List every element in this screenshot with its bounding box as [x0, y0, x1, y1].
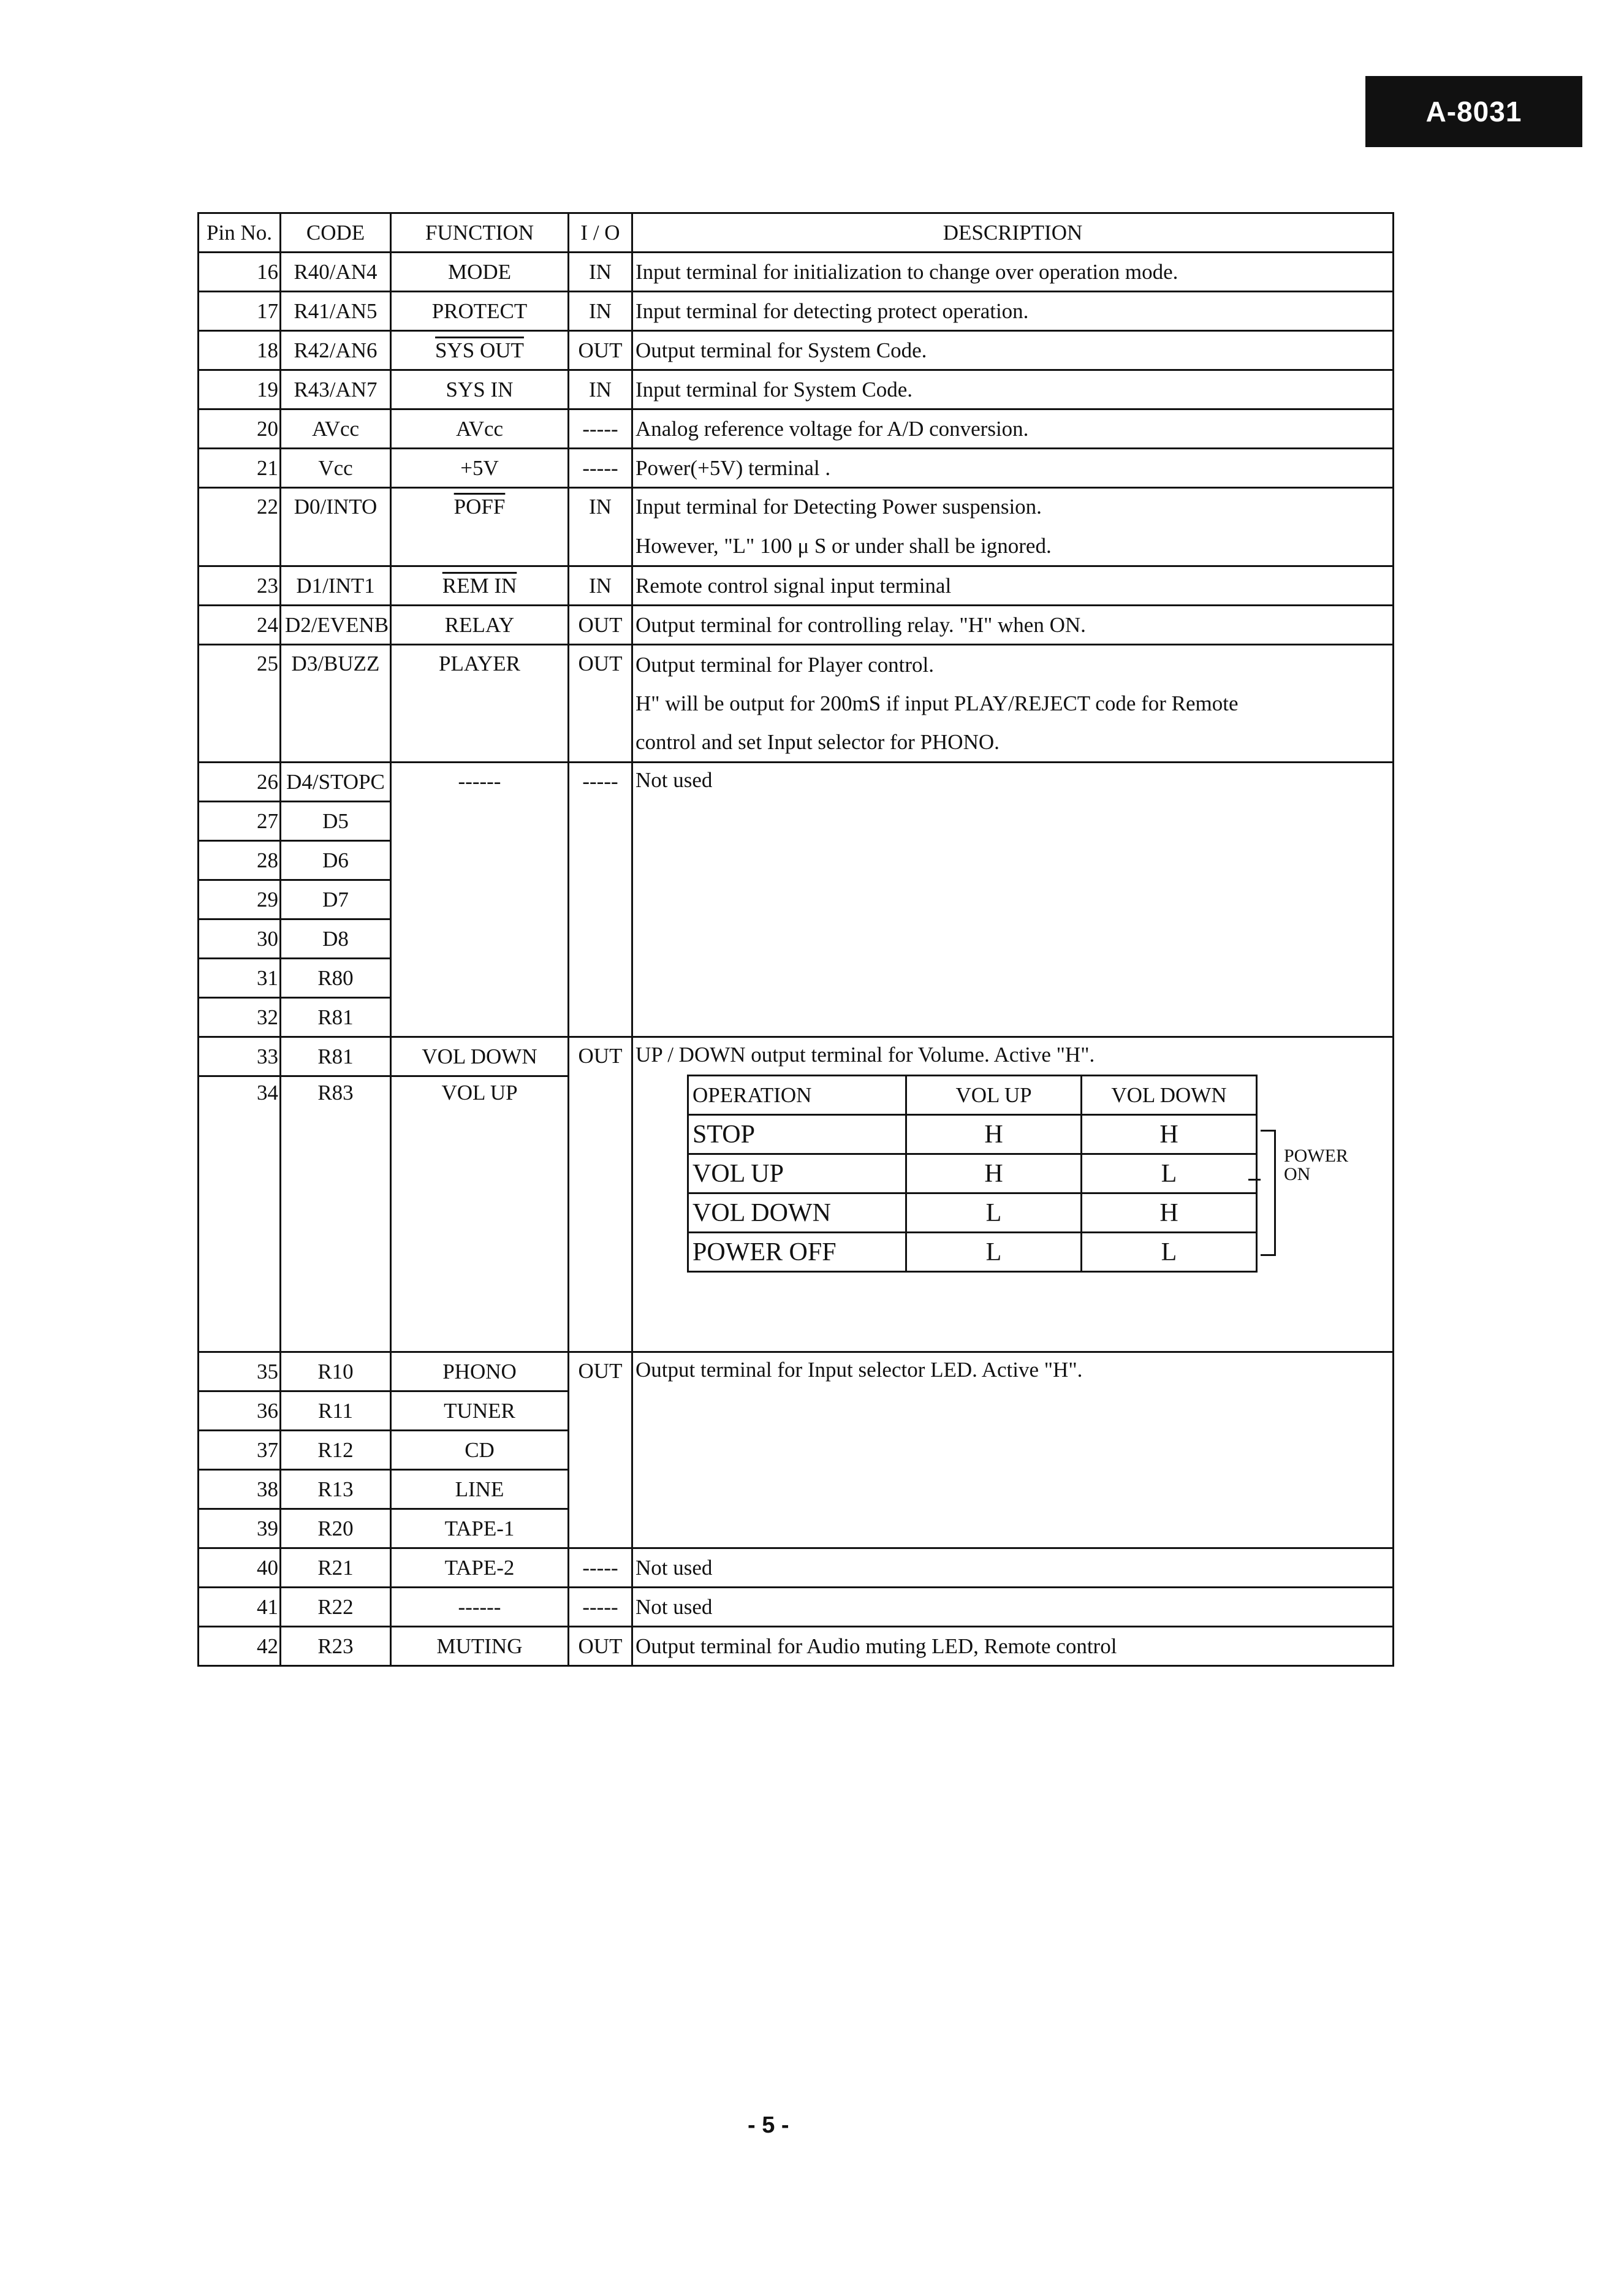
pin-description: Analog reference voltage for A/D conversion.	[632, 409, 1394, 449]
pin-function: CD	[391, 1431, 569, 1470]
description-line: UP / DOWN output terminal for Volume. Active "H".	[636, 1043, 1095, 1067]
pin-function: ------	[391, 1588, 569, 1627]
pin-code: R12	[281, 1431, 391, 1470]
pin-number: 42	[199, 1627, 281, 1666]
pin-function	[391, 566, 569, 606]
pin-description: Output terminal for controlling relay. "H" when ON.	[632, 606, 1394, 645]
pin-number: 16	[199, 253, 281, 292]
description-line: control and set Input selector for PHONO.	[636, 730, 1000, 754]
pin-number: 37	[199, 1431, 281, 1470]
table-row	[199, 1627, 1394, 1666]
pin-function: +5V	[391, 449, 569, 488]
pin-code: R41/AN5	[281, 292, 391, 331]
pin-function: ------	[391, 763, 569, 1037]
table-row	[199, 1037, 1394, 1076]
pin-io: OUT	[569, 645, 632, 763]
pin-io: IN	[569, 370, 632, 409]
pin-number: 27	[199, 802, 281, 841]
pin-number: 23	[199, 566, 281, 606]
pin-function: AVcc	[391, 409, 569, 449]
pin-number: 20	[199, 409, 281, 449]
pin-code: Vcc	[281, 449, 391, 488]
pin-io: -----	[569, 449, 632, 488]
power-on-note-line: POWER	[1284, 1146, 1348, 1166]
table-row	[199, 763, 1394, 802]
pin-code: D7	[281, 880, 391, 919]
header-function: FUNCTION	[391, 213, 569, 253]
operation-header: VOL DOWN	[1082, 1076, 1257, 1115]
pin-description	[632, 1037, 1394, 1352]
pin-number: 41	[199, 1588, 281, 1627]
table-row	[199, 370, 1394, 409]
description-line: Output terminal for Player control.	[636, 653, 934, 677]
pin-code: D2/EVENB	[281, 606, 391, 645]
table-row	[199, 449, 1394, 488]
pin-function: RELAY	[391, 606, 569, 645]
pin-number: 28	[199, 841, 281, 880]
pin-description: Not used	[632, 1548, 1394, 1588]
page-number: - 5 -	[748, 2112, 789, 2138]
pin-number: 22	[199, 488, 281, 566]
pin-io: -----	[569, 1588, 632, 1627]
volume-operation-table	[687, 1075, 1258, 1273]
pin-code: R13	[281, 1470, 391, 1509]
table-row	[199, 488, 1394, 566]
power-on-note	[1284, 1147, 1348, 1184]
operation-cell: H	[906, 1115, 1082, 1154]
pin-number: 35	[199, 1352, 281, 1391]
pin-code: R22	[281, 1588, 391, 1627]
volume-operation-block	[636, 1075, 1389, 1273]
pin-function: VOL DOWN	[391, 1037, 569, 1076]
table-row	[199, 1588, 1394, 1627]
power-on-bracket-tick	[1248, 1179, 1261, 1181]
pin-function: PROTECT	[391, 292, 569, 331]
table-row	[199, 409, 1394, 449]
operation-cell: L	[1082, 1154, 1257, 1193]
pin-description	[632, 645, 1394, 763]
pin-description: Output terminal for Audio muting LED, Remote control	[632, 1627, 1394, 1666]
model-badge: A-8031	[1365, 76, 1582, 147]
power-on-note-line: ON	[1284, 1164, 1311, 1184]
pin-function-table	[197, 212, 1394, 1667]
pin-code: R81	[281, 998, 391, 1037]
pin-number: 17	[199, 292, 281, 331]
pin-code: AVcc	[281, 409, 391, 449]
operation-cell: L	[906, 1233, 1082, 1272]
pin-code: R10	[281, 1352, 391, 1391]
pin-code: D8	[281, 919, 391, 959]
pin-code: R42/AN6	[281, 331, 391, 370]
pin-code: R83	[281, 1076, 391, 1352]
pin-io: -----	[569, 1548, 632, 1588]
pin-number: 34	[199, 1076, 281, 1352]
pin-number: 18	[199, 331, 281, 370]
operation-cell: L	[1082, 1233, 1257, 1272]
pin-function	[391, 488, 569, 566]
operation-cell: VOL DOWN	[688, 1193, 906, 1233]
header-io: I / O	[569, 213, 632, 253]
table-row	[199, 1352, 1394, 1391]
pin-function: LINE	[391, 1470, 569, 1509]
pin-function: PHONO	[391, 1352, 569, 1391]
pin-code: R23	[281, 1627, 391, 1666]
power-on-bracket	[1261, 1130, 1276, 1256]
pin-io: -----	[569, 409, 632, 449]
operation-row	[688, 1233, 1257, 1272]
pin-number: 25	[199, 645, 281, 763]
pin-io: IN	[569, 253, 632, 292]
pin-code: D4/STOPC	[281, 763, 391, 802]
pin-number: 38	[199, 1470, 281, 1509]
pin-code: D5	[281, 802, 391, 841]
pin-code: D3/BUZZ	[281, 645, 391, 763]
pin-number: 36	[199, 1391, 281, 1431]
pin-description: Output terminal for Input selector LED. Active "H".	[632, 1352, 1394, 1548]
pin-number: 33	[199, 1037, 281, 1076]
pin-description: Input terminal for detecting protect operation.	[632, 292, 1394, 331]
pin-function: SYS IN	[391, 370, 569, 409]
operation-cell: H	[1082, 1193, 1257, 1233]
pin-description	[632, 488, 1394, 566]
pin-code: R20	[281, 1509, 391, 1548]
pin-function: VOL UP	[391, 1076, 569, 1352]
pin-number: 32	[199, 998, 281, 1037]
description-line: H" will be output for 200mS if input PLAY/REJECT code for Remote	[636, 691, 1239, 715]
pin-number: 21	[199, 449, 281, 488]
operation-cell: VOL UP	[688, 1154, 906, 1193]
pin-function-label: POFF	[453, 495, 506, 519]
table-header-row	[199, 213, 1394, 253]
description-line: However, "L" 100 μ S or under shall be ignored.	[636, 534, 1052, 558]
pin-description: Input terminal for initialization to change over operation mode.	[632, 253, 1394, 292]
operation-header: OPERATION	[688, 1076, 906, 1115]
table-row	[199, 292, 1394, 331]
pin-number: 40	[199, 1548, 281, 1588]
pin-number: 19	[199, 370, 281, 409]
pin-number: 24	[199, 606, 281, 645]
pin-number: 26	[199, 763, 281, 802]
table-row	[199, 1548, 1394, 1588]
pin-number: 31	[199, 959, 281, 998]
operation-cell: H	[1082, 1115, 1257, 1154]
operation-header-row	[688, 1076, 1257, 1115]
pin-code: R11	[281, 1391, 391, 1431]
pin-code: D1/INT1	[281, 566, 391, 606]
pin-description: Power(+5V) terminal .	[632, 449, 1394, 488]
pin-function	[391, 331, 569, 370]
pin-number: 30	[199, 919, 281, 959]
pin-function-label: SYS OUT	[435, 338, 524, 362]
operation-row	[688, 1115, 1257, 1154]
header-description: DESCRIPTION	[632, 213, 1394, 253]
operation-header: VOL UP	[906, 1076, 1082, 1115]
pin-code: D6	[281, 841, 391, 880]
pin-io: -----	[569, 763, 632, 1037]
pin-io: IN	[569, 292, 632, 331]
pin-io: IN	[569, 566, 632, 606]
pin-io: OUT	[569, 606, 632, 645]
pin-function: MUTING	[391, 1627, 569, 1666]
pin-code: R80	[281, 959, 391, 998]
operation-cell: POWER OFF	[688, 1233, 906, 1272]
pin-function: PLAYER	[391, 645, 569, 763]
pin-function-label: REM IN	[442, 573, 517, 598]
pin-description: Not used	[632, 763, 1394, 1037]
pin-function: MODE	[391, 253, 569, 292]
pin-io: OUT	[569, 1037, 632, 1352]
pin-code: R21	[281, 1548, 391, 1588]
pin-io: OUT	[569, 1627, 632, 1666]
pin-io: OUT	[569, 1352, 632, 1548]
pin-io: OUT	[569, 331, 632, 370]
pin-function: TAPE-2	[391, 1548, 569, 1588]
table-row	[199, 606, 1394, 645]
table-row	[199, 253, 1394, 292]
operation-row	[688, 1154, 1257, 1193]
pin-code: R43/AN7	[281, 370, 391, 409]
header-pin-no: Pin No.	[199, 213, 281, 253]
operation-row	[688, 1193, 1257, 1233]
pin-description: Input terminal for System Code.	[632, 370, 1394, 409]
header-code: CODE	[281, 213, 391, 253]
table-row	[199, 566, 1394, 606]
operation-cell: L	[906, 1193, 1082, 1233]
pin-description: Remote control signal input terminal	[632, 566, 1394, 606]
pin-function: TAPE-1	[391, 1509, 569, 1548]
pin-code: R40/AN4	[281, 253, 391, 292]
pin-number: 29	[199, 880, 281, 919]
pin-io: IN	[569, 488, 632, 566]
pin-function: TUNER	[391, 1391, 569, 1431]
pin-code: R81	[281, 1037, 391, 1076]
pin-number: 39	[199, 1509, 281, 1548]
pin-code: D0/INTO	[281, 488, 391, 566]
operation-cell: STOP	[688, 1115, 906, 1154]
pin-description: Output terminal for System Code.	[632, 331, 1394, 370]
description-line: Input terminal for Detecting Power suspension.	[636, 495, 1042, 519]
operation-cell: H	[906, 1154, 1082, 1193]
pin-description: Not used	[632, 1588, 1394, 1627]
table-row	[199, 331, 1394, 370]
table-row	[199, 645, 1394, 763]
